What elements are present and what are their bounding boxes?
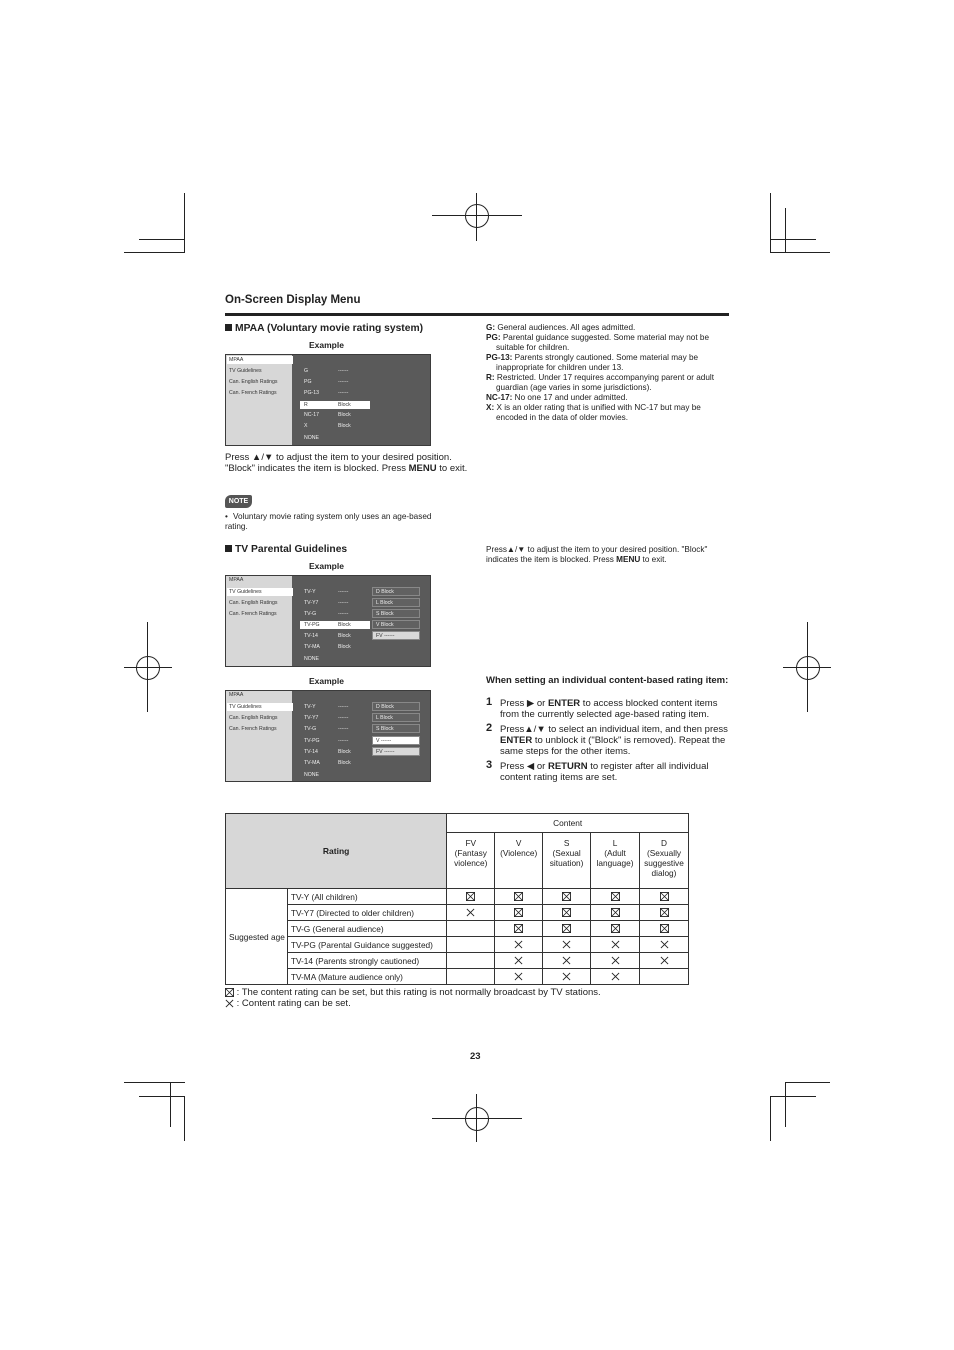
note-badge: NOTE <box>225 495 252 508</box>
osd-rating-row-selected[interactable]: R Block <box>300 401 370 409</box>
content-header: Content <box>447 814 689 833</box>
x-mark-icon <box>591 969 640 985</box>
x-mark-icon <box>591 953 640 969</box>
column-desc: (Fantasy violence) <box>454 848 488 868</box>
osd-rating-row[interactable]: TV-Y ------ <box>304 589 349 595</box>
x-mark-icon <box>495 953 543 969</box>
osd-rating-row[interactable]: NONE <box>304 772 319 778</box>
rating-table <box>225 813 689 985</box>
step-item: 1 Press ▶ or ENTER to access blocked content items from the currently selected age-based rating item. <box>486 696 718 720</box>
box-x-icon <box>591 921 640 937</box>
osd-rating-row[interactable]: TV-G ------ <box>304 611 349 617</box>
osd-rating-row[interactable]: TV-Y7 ------ <box>304 600 349 606</box>
mpaa-definitions <box>486 323 729 423</box>
legend-x: : Content rating can be set. <box>225 998 351 1009</box>
osd-menu-item[interactable]: MPAA <box>227 356 293 364</box>
osd-rating-row[interactable]: TV-MA Block <box>304 760 351 766</box>
osd-menu-item[interactable]: TV Guidelines <box>229 368 262 374</box>
column-code: FV <box>465 838 477 848</box>
x-mark-icon <box>225 999 234 1008</box>
empty-cell <box>447 937 495 953</box>
osd-rating-row[interactable]: TV-Y ------ <box>304 704 349 710</box>
column-desc: (Sexually suggestive dialog) <box>644 848 684 878</box>
osd-content-item[interactable]: D Block <box>372 587 420 596</box>
steps-list <box>486 698 729 783</box>
definition-item: R: Restricted. Under 17 requires accompanying parent or adult guardian (age varies in some jurisdictions). <box>486 373 715 392</box>
osd-rating-row[interactable]: PG-13 ------ <box>304 390 349 396</box>
definition-item: PG-13: Parents strongly cautioned. Some material may be inappropriate for children under 13. <box>486 353 699 372</box>
osd-menu-item[interactable]: Can. English Ratings <box>229 379 278 385</box>
osd-content-item[interactable]: D Block <box>372 702 420 711</box>
mpaa-osd-screen <box>225 354 431 446</box>
osd-rating-row[interactable]: TV-MA Block <box>304 644 351 650</box>
box-x-icon <box>543 889 591 905</box>
x-mark-icon <box>543 969 591 985</box>
osd-rating-row[interactable]: X Block <box>304 423 351 429</box>
box-x-icon <box>640 905 689 921</box>
row-label: TV-G (General audience) <box>287 921 446 937</box>
legend-box: : The content rating can be set, but this rating is not normally broadcast by TV stations. <box>225 987 601 998</box>
osd-menu-item[interactable]: Can. French Ratings <box>229 611 277 617</box>
row-label: TV-MA (Mature audience only) <box>287 969 446 985</box>
osd-rating-row[interactable]: NONE <box>304 656 319 662</box>
definition-item: NC-17: No one 17 and under admitted. <box>486 393 628 402</box>
x-mark-icon <box>640 937 689 953</box>
section-title: On-Screen Display Menu <box>225 294 361 306</box>
osd-content-item[interactable]: FV ------ <box>372 747 420 756</box>
box-x-icon <box>591 905 640 921</box>
osd-rating-row[interactable]: G ------ <box>304 368 349 374</box>
content-column-header <box>591 833 640 889</box>
bullet-square-icon <box>225 545 232 552</box>
column-code: D <box>661 838 667 848</box>
x-mark-icon <box>543 953 591 969</box>
row-label: TV-Y (All children) <box>287 889 446 905</box>
osd-menu-item[interactable]: MPAA <box>229 577 244 583</box>
osd-rating-row-selected[interactable]: TV-PG Block <box>300 621 370 629</box>
osd-rating-row[interactable]: TV-14 Block <box>304 749 351 755</box>
box-x-icon <box>225 988 234 997</box>
osd-content-item[interactable]: L Block <box>372 713 420 722</box>
tv-osd-screen-2 <box>225 690 431 782</box>
individual-heading: When setting an individual content-based rating item: <box>486 675 729 686</box>
content-column-header <box>640 833 689 889</box>
content-column-header <box>447 833 495 889</box>
rating-header: Rating <box>226 814 447 889</box>
osd-menu-item[interactable]: Can. English Ratings <box>229 600 278 606</box>
osd-rating-row[interactable]: NC-17 Block <box>304 412 351 418</box>
table-row <box>226 921 689 937</box>
osd-rating-row[interactable]: NONE <box>304 435 319 441</box>
osd-menu-item[interactable]: Can. French Ratings <box>229 726 277 732</box>
box-x-icon <box>591 889 640 905</box>
row-label: TV-14 (Parents strongly cautioned) <box>287 953 446 969</box>
osd-content-item[interactable]: V Block <box>372 620 420 629</box>
row-label: TV-Y7 (Directed to older children) <box>287 905 446 921</box>
content-column-header <box>543 833 591 889</box>
x-mark-icon <box>543 937 591 953</box>
box-x-icon <box>495 889 543 905</box>
osd-rating-row[interactable]: PG ------ <box>304 379 349 385</box>
tv-example-label-2: Example <box>309 676 344 686</box>
mpaa-press-text: Press ▲/▼ to adjust the item to your desired position. "Block" indicates the item is blocked. Press MENU to exit. <box>225 452 468 474</box>
table-row <box>226 953 689 969</box>
definition-item: G: General audiences. All ages admitted. <box>486 323 636 332</box>
osd-content-item[interactable]: S Block <box>372 724 420 733</box>
box-x-icon <box>495 921 543 937</box>
content-column-header <box>495 833 543 889</box>
group-label: Suggested age <box>226 889 288 985</box>
x-mark-icon <box>640 953 689 969</box>
mpaa-example-label: Example <box>309 340 344 350</box>
x-mark-icon <box>495 937 543 953</box>
table-row <box>226 905 689 921</box>
definition-item: PG: Parental guidance suggested. Some material may not be suitable for children. <box>486 333 710 352</box>
empty-cell <box>447 921 495 937</box>
box-x-icon <box>495 905 543 921</box>
box-x-icon <box>543 921 591 937</box>
page-number: 23 <box>470 1051 481 1062</box>
table-row <box>226 969 689 985</box>
step-item: 3 Press ◀ or RETURN to register after all individual content rating items are set. <box>486 759 709 783</box>
table-row <box>226 937 689 953</box>
osd-rating-row[interactable]: TV-Y7 ------ <box>304 715 349 721</box>
empty-cell <box>447 969 495 985</box>
tv-osd-screen-1 <box>225 575 431 667</box>
row-label: TV-PG (Parental Guidance suggested) <box>287 937 446 953</box>
mpaa-note: • Voluntary movie rating system only uses an age-based rating. <box>225 512 432 531</box>
osd-rating-row[interactable]: TV-14 Block <box>304 633 351 639</box>
bullet-square-icon <box>225 324 232 331</box>
box-x-icon <box>543 905 591 921</box>
x-mark-icon <box>447 905 495 921</box>
column-code: V <box>515 838 522 848</box>
definition-item: X: X is an older rating that is unified with NC-17 but may be encoded in the data of older movies. <box>486 403 701 422</box>
osd-rating-row[interactable]: TV-PG ------ <box>304 738 349 744</box>
x-mark-icon <box>495 969 543 985</box>
column-desc: (Sexual situation) <box>549 848 584 868</box>
osd-menu-item[interactable]: TV Guidelines <box>227 588 293 596</box>
x-mark-icon <box>591 937 640 953</box>
box-x-icon <box>640 921 689 937</box>
column-desc: (Adult language) <box>596 848 634 868</box>
empty-cell <box>640 969 689 985</box>
column-desc: (Violence) <box>500 848 538 858</box>
table-row <box>226 889 689 905</box>
osd-content-item[interactable]: L Block <box>372 598 420 607</box>
empty-cell <box>447 953 495 969</box>
box-x-icon <box>447 889 495 905</box>
osd-content-item[interactable]: S Block <box>372 609 420 618</box>
osd-menu-item[interactable]: MPAA <box>229 692 244 698</box>
column-code: S <box>563 838 570 848</box>
tv-example-label-1: Example <box>309 561 344 571</box>
box-x-icon <box>640 889 689 905</box>
tv-guidelines-heading: TV Parental Guidelines <box>225 544 347 555</box>
step-item: 2 Press▲/▼ to select an individual item, and then press ENTER to unblock it ("Block" is removed). Repeat the same steps for the other items. <box>486 722 728 757</box>
column-code: L <box>612 838 618 848</box>
tv-press-text: Press▲/▼ to adjust the item to your desired position. "Block" indicates the item is blocked. Press MENU to exit. <box>486 545 708 564</box>
osd-content-item-selected[interactable]: V ------ <box>372 736 420 745</box>
mpaa-heading: MPAA (Voluntary movie rating system) <box>225 323 423 334</box>
osd-menu-item[interactable]: TV Guidelines <box>227 703 293 711</box>
osd-menu-item[interactable]: Can. English Ratings <box>229 715 278 721</box>
osd-menu-item[interactable]: Can. French Ratings <box>229 390 277 396</box>
header-rule <box>225 313 729 316</box>
osd-rating-row[interactable]: TV-G ------ <box>304 726 349 732</box>
osd-content-item[interactable]: FV ------ <box>372 631 420 640</box>
